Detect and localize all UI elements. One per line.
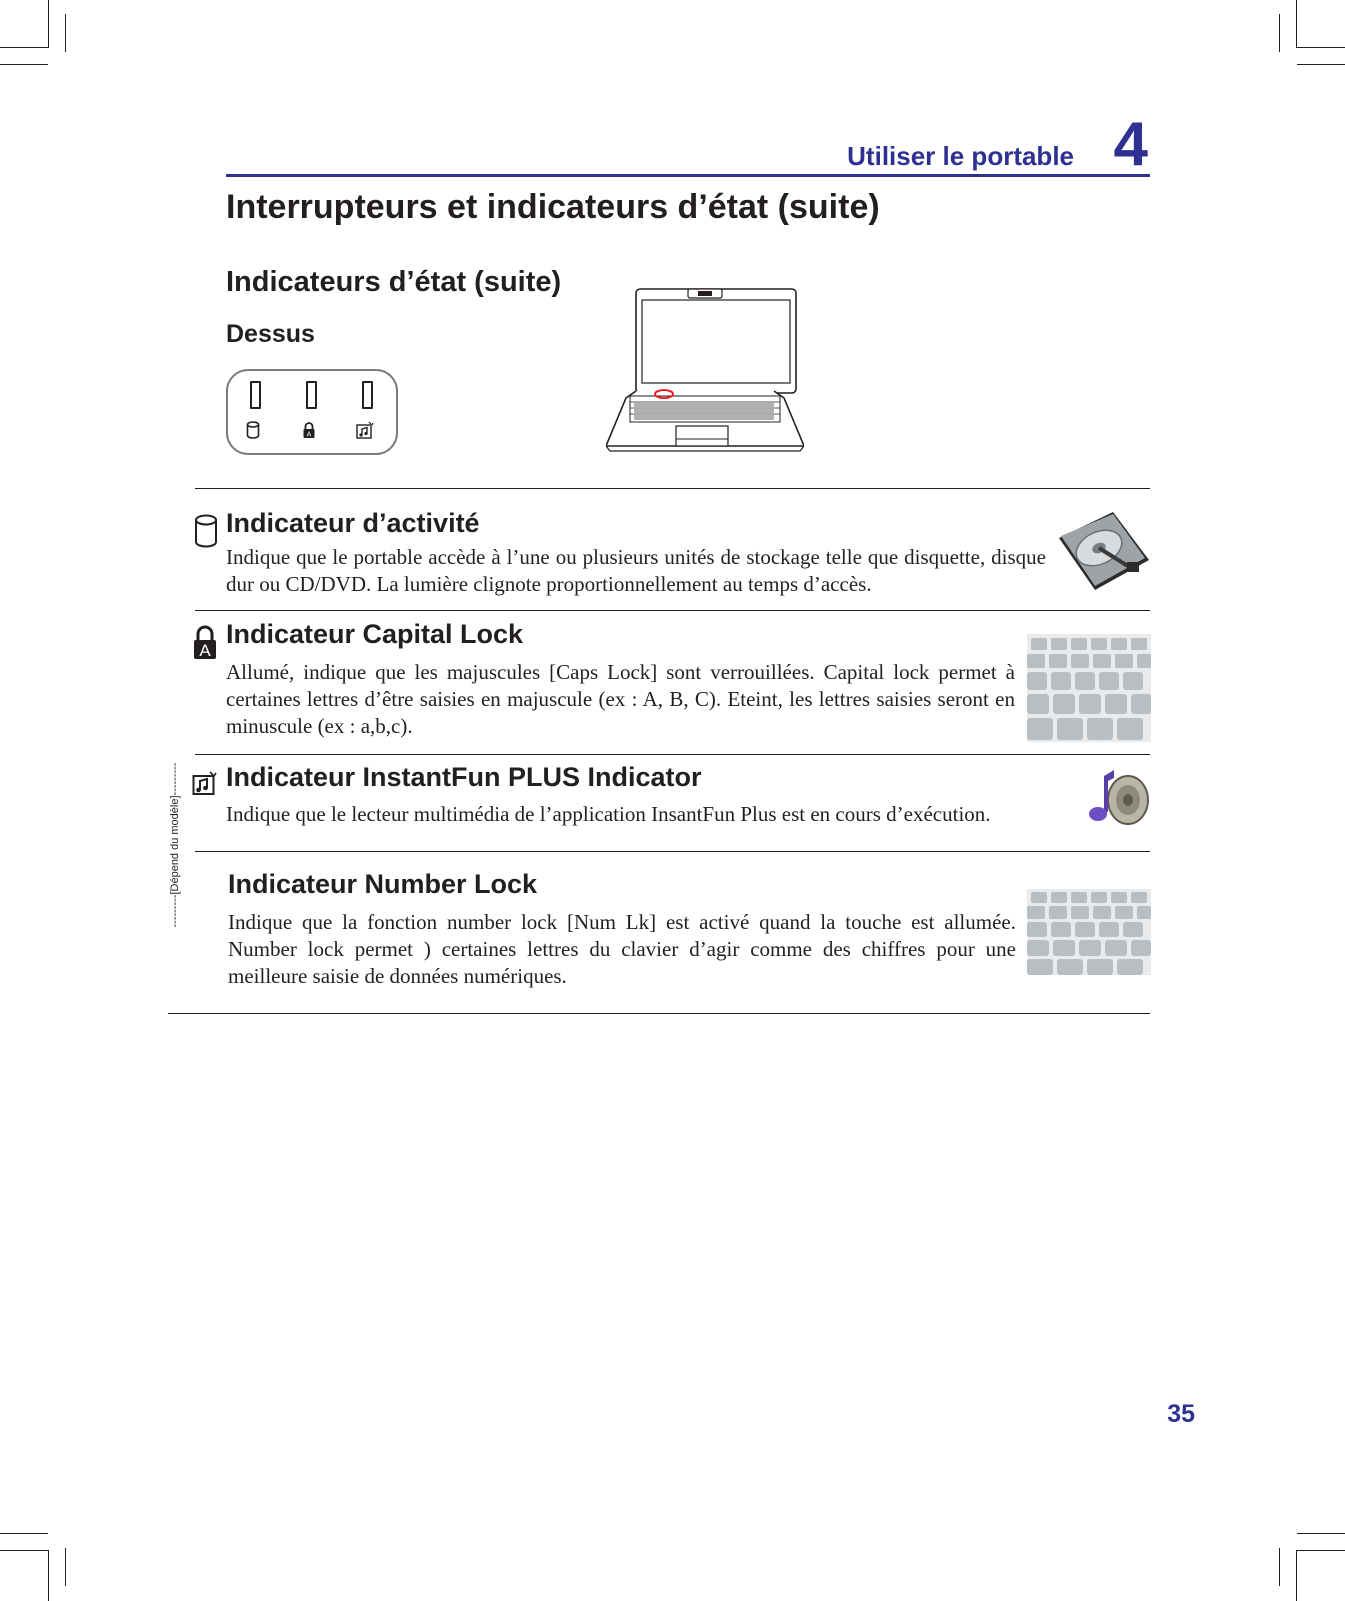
hard-disk-image xyxy=(1055,510,1151,594)
model-dependent-note-text: ---------[Dépend du modèle]--------- xyxy=(169,762,181,928)
divider xyxy=(195,754,1150,755)
chapter-header xyxy=(226,108,1150,177)
section-title-capital-lock: Indicateur Capital Lock xyxy=(226,619,524,649)
chapter-number: 4 xyxy=(1113,110,1148,179)
section-text-number-lock: Indique que la fonction number lock [Num Lk] est activé quand la touche est allumée. Number lock permet ) certaines lettres du clavier d’agir comme des chiffres pour une meilleure saisie de données numériques. xyxy=(228,910,1016,988)
instantfun-icon xyxy=(356,421,374,439)
capital-lock-icon xyxy=(302,421,316,439)
section-text-instantfun: Indique que le lecteur multimédia de l’application InsantFun Plus est en cours d’exécution. xyxy=(226,802,991,826)
section-title-activity: Indicateur d’activité xyxy=(226,508,480,538)
section-title-number-lock: Indicateur Number Lock xyxy=(228,869,538,899)
chapter-title: Utiliser le portable xyxy=(847,141,1074,171)
music-speaker-image xyxy=(1084,768,1152,830)
section-text-capital-lock: Allumé, indique que les majuscules [Caps Lock] sont verrouillées. Capital lock permet à certaines lettres d’être saisies en majuscule (ex : A, B, C). Eteint, les lettres saisies seront en minuscule (ex : a,b,c). xyxy=(226,660,1015,738)
position-label: Dessus xyxy=(226,320,315,348)
page-title: Interrupteurs et indicateurs d’état (suite) xyxy=(226,188,880,226)
page-number: 35 xyxy=(1167,1400,1195,1428)
section-text-activity: Indique que le portable accède à l’une ou plusieurs unités de stockage telle que disquette, disque dur ou CD/DVD. La lumière clignote proportionnellement au temps d’accès. xyxy=(226,545,1046,596)
led-indicator xyxy=(250,381,261,409)
divider xyxy=(195,488,1150,489)
divider xyxy=(168,1013,1150,1014)
laptop-top-view-image xyxy=(606,288,804,460)
divider xyxy=(195,610,1150,611)
indicator-panel xyxy=(226,369,398,455)
instantfun-icon xyxy=(192,770,218,796)
led-indicator xyxy=(306,381,317,409)
drive-activity-icon xyxy=(246,421,260,439)
drive-activity-icon xyxy=(194,514,218,549)
model-dependent-note xyxy=(168,760,182,930)
led-indicator xyxy=(362,381,373,409)
capital-lock-icon xyxy=(192,624,218,660)
svg-text:A: A xyxy=(306,431,312,439)
keyboard-image xyxy=(1027,634,1151,742)
subtitle: Indicateurs d’état (suite) xyxy=(226,266,562,298)
section-title-instantfun: Indicateur InstantFun PLUS Indicator xyxy=(226,762,702,792)
divider xyxy=(195,851,1150,852)
svg-text:A: A xyxy=(199,641,211,660)
keyboard-image xyxy=(1027,889,1151,975)
